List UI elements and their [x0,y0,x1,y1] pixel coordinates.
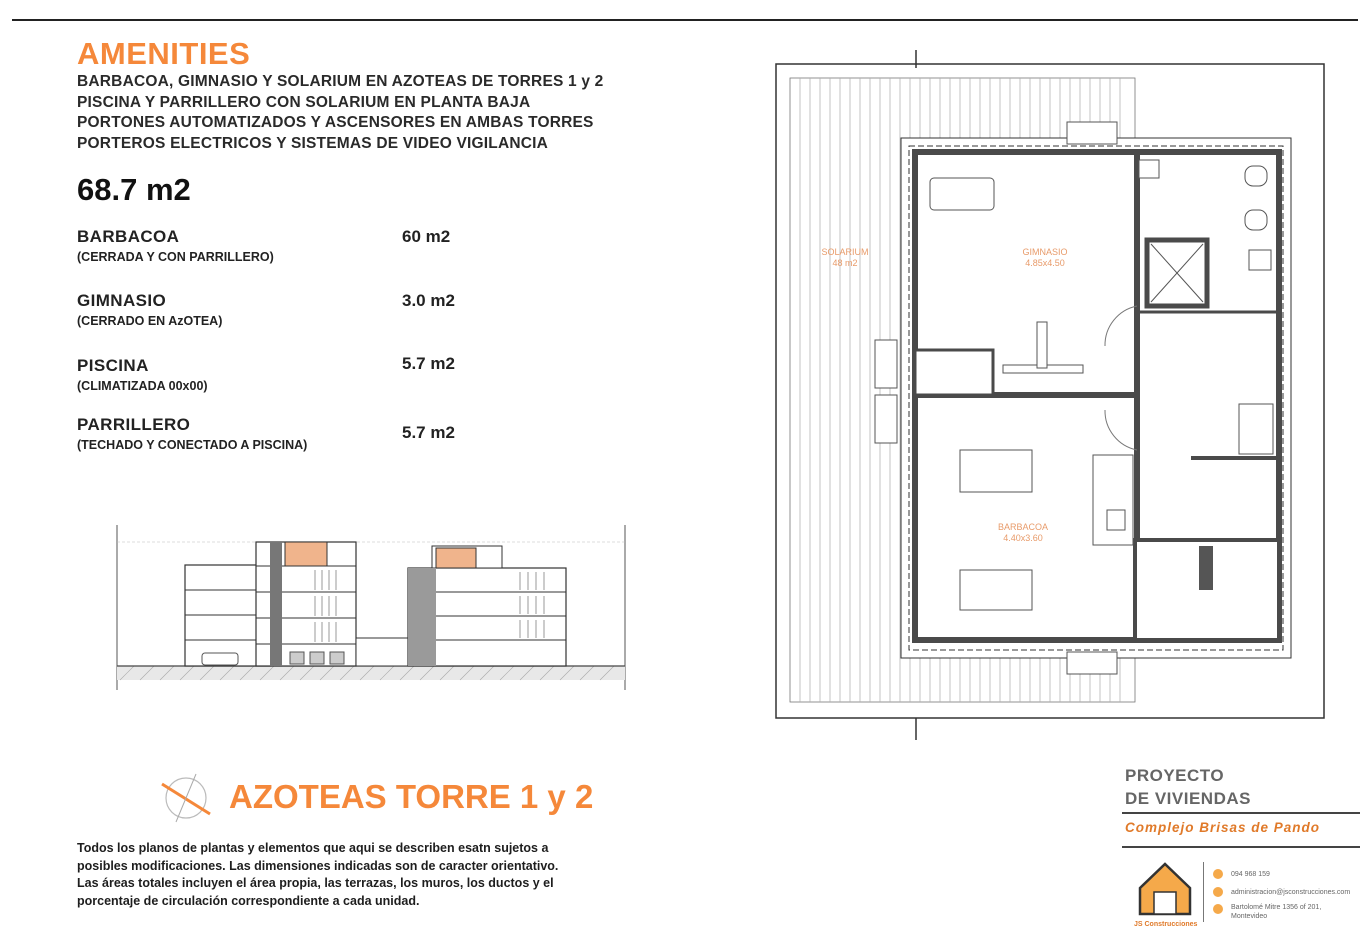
disclaimer-line: porcentaje de circulación correspondiente a cada unidad. [77,893,420,908]
area-name: PARRILLERO [77,415,191,434]
project-heading [1125,764,1251,810]
area-value: 3.0 m2 [402,291,455,310]
project-divider [1122,846,1360,848]
amenities-title: AMENITIES [77,36,251,71]
area-row-barbacoa [77,227,274,264]
project-divider [1122,812,1360,814]
area-row-gimnasio [77,291,222,328]
top-divider [12,19,1358,21]
company-logo [1134,860,1198,928]
area-value: 5.7 m2 [402,423,455,442]
disclaimer-line: Las áreas totales incluyen el área propia, las terrazas, los muros, los ductos y el [77,876,554,890]
building-elevation-drawing [110,520,635,695]
amenity-line: PORTEROS ELECTRICOS Y SISTEMAS DE VIDEO VIGILANCIA [77,134,549,152]
plan-label-solarium [815,247,875,269]
disclaimer-line: Todos los planos de plantas y elementos que aqui se describen esatn sujetos a [77,841,549,855]
email-icon [1213,887,1223,897]
section-title: AZOTEAS TORRE 1 y 2 [229,778,594,815]
amenity-line: PISCINA Y PARRILLERO CON SOLARIUM EN PLANTA BAJA [77,93,531,111]
contact-city: Montevideo [1231,913,1268,920]
area-row-parrillero [77,415,307,452]
company-name: JS Construcciones [1134,921,1198,928]
floor-plan-lines [775,50,1335,740]
project-line: PROYECTO [1125,766,1225,785]
plan-label-dim: 48 m2 [832,258,858,268]
contact-email: administracion@jsconstrucciones.com [1231,889,1351,896]
plan-label-barbacoa [993,522,1053,544]
area-name: PISCINA [77,356,149,375]
plan-label-text: SOLARIUM [821,247,869,257]
compass-icon [160,770,216,826]
plan-label-text: GIMNASIO [1022,247,1068,257]
logo-divider [1203,862,1204,922]
contact-phone: 094 968 159 [1231,871,1270,878]
amenity-line: BARBACOA, GIMNASIO Y SOLARIUM EN AZOTEAS DE TORRES 1 y 2 [77,73,604,90]
total-area: 68.7 m2 [77,172,191,207]
project-line: DE VIVIENDAS [1125,789,1251,808]
area-name: GIMNASIO [77,291,167,310]
area-detail: (TECHADO Y CONECTADO A PISCINA) [77,438,308,452]
phone-icon [1213,869,1223,879]
disclaimer [77,840,597,910]
disclaimer-line: posibles modificaciones. Las dimensiones indicadas son de caracter orientativo. [77,858,559,873]
contact-address: Bartolomé Mitre 1356 of 201, [1231,904,1322,911]
house-logo-icon [1134,860,1196,916]
amenities-list [77,72,604,154]
area-name: BARBACOA [77,227,180,246]
area-row-piscina [77,356,208,393]
amenity-line: PORTONES AUTOMATIZADOS Y ASCENSORES EN AMBAS TORRES [77,114,594,131]
floor-plan-drawing [775,50,1335,740]
project-name: Complejo Brisas de Pando [1125,820,1321,835]
plan-label-text: BARBACOA [997,522,1048,532]
plan-label-dim: 4.40x3.60 [1003,533,1043,543]
plan-label-gimnasio [1015,247,1075,269]
area-detail: (CERRADA Y CON PARRILLERO) [77,250,274,264]
area-detail: (CERRADO EN AzOTEA) [77,314,223,328]
area-detail: (CLIMATIZADA 00x00) [77,379,208,393]
plan-label-dim: 4.85x4.50 [1025,258,1065,268]
area-value: 5.7 m2 [402,354,455,373]
location-icon [1213,904,1223,914]
area-value: 60 m2 [402,227,451,246]
